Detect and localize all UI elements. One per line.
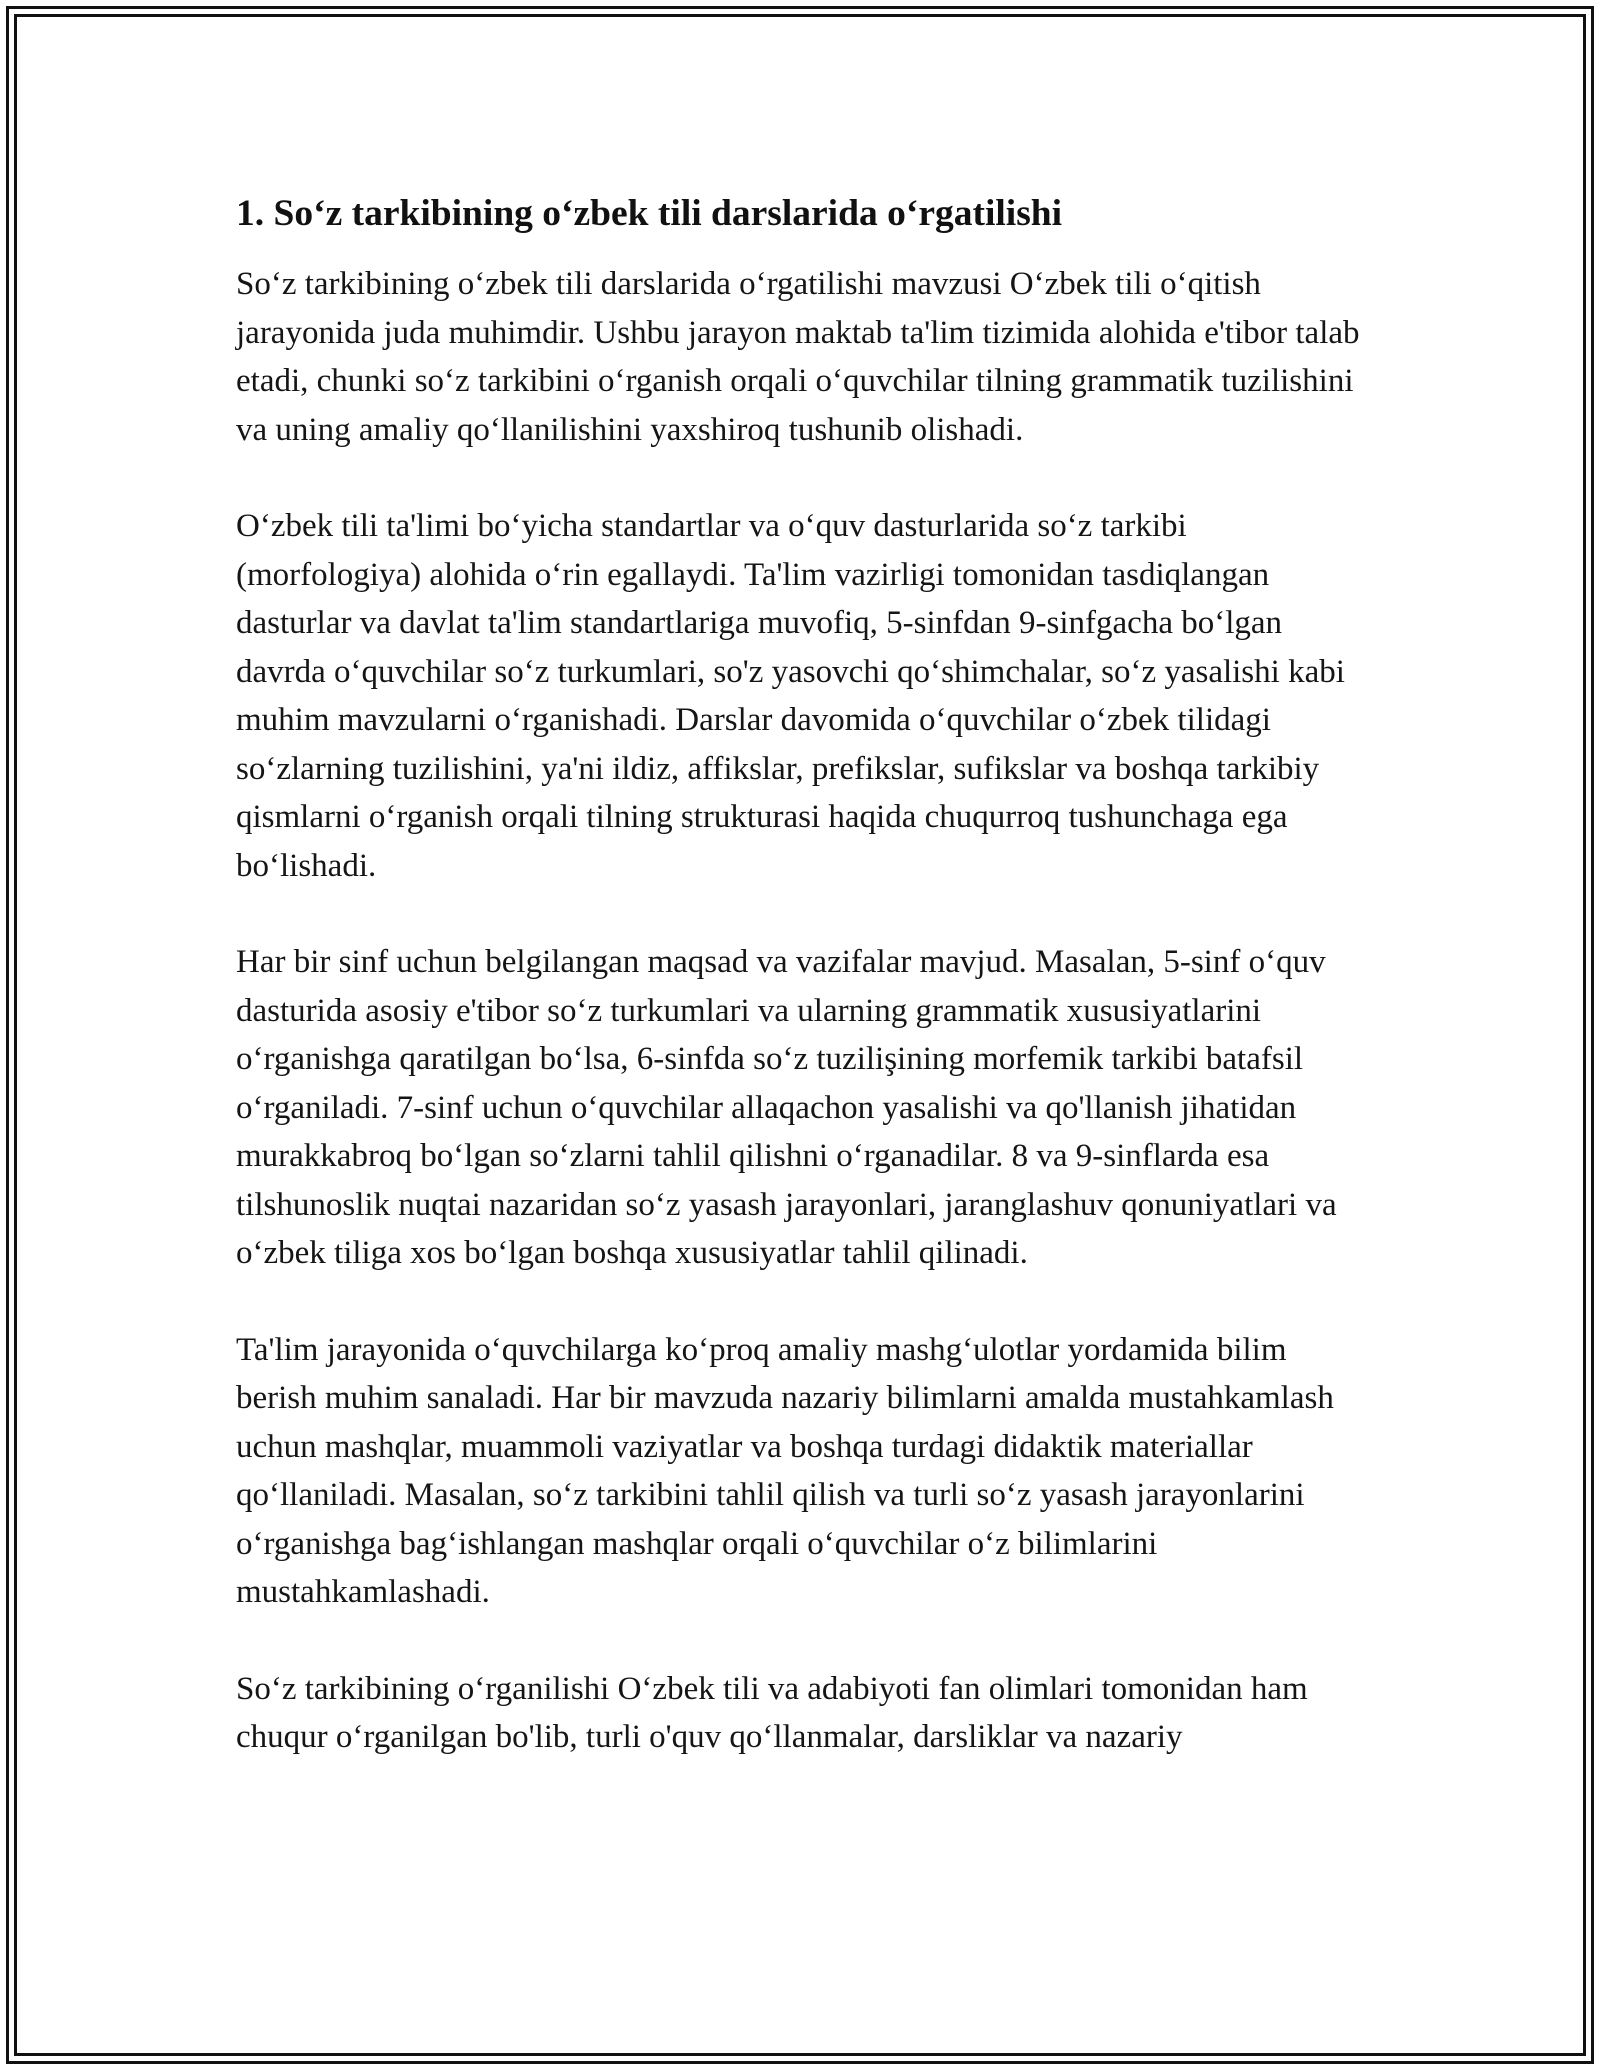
paragraph-4: Ta'lim jarayonida o‘quvchilarga ko‘proq amaliy mashg‘ulotlar yordamida bilim berish muhim sanaladi. Har bir mavzuda nazariy bilimlarni amalda mustahkamlash uchun mashqlar, muammoli vaziyatlar va boshqa turdagi didaktik materiallar qo‘llaniladi. Masalan, so‘z tarkibini tahlil qilish va turli so‘z yasash jarayonlarini o‘rganishga bag‘ishlangan mashqlar orqali o‘quvchilar o‘z bilimlarini mustahkamlashadi.: [236, 1331, 1334, 1610]
paragraph-5: So‘z tarkibining o‘rganilishi O‘zbek tili va adabiyoti fan olimlari tomonidan ham chuqur o‘rganilgan bo'lib, turli o'quv qo‘llanmalar, darsliklar va nazariy: [236, 1670, 1308, 1755]
document-body: [236, 186, 1366, 1810]
paragraph-1: So‘z tarkibining o‘zbek tili darslarida o‘rgatilishi mavzusi O‘zbek tili o‘qitish jarayonida juda muhimdir. Ushbu jarayon maktab ta'lim tizimida alohida e'tibor talab etadi, chunki so‘z tarkibini o‘rganish orqali o‘quvchilar tilning grammatik tuzilishini va uning amaliy qo‘llanilishini yaxshiroq tushunib olishadi.: [236, 266, 1360, 448]
paragraph-2: O‘zbek tili ta'limi bo‘yicha standartlar va o‘quv dasturlarida so‘z tarkibi (morfologiya) alohida o‘rin egallaydi. Ta'lim vazirligi tomonidan tasdiqlangan dasturlar va davlat ta'lim standartlariga muvofiq, 5-sinfdan 9-sinfgacha bo‘lgan davrda o‘quvchilar so‘z turkumlari, so'z yasovchi qo‘shimchalar, so‘z yasalishi kabi muhim mavzularni o‘rganishadi. Darslar davomida o‘quvchilar o‘zbek tilidagi so‘zlarning tuzilishini, ya'ni ildiz, affikslar, prefikslar, sufikslar va boshqa tarkibiy qismlarni o‘rganish orqali tilning strukturasi haqida chuqurroq tushunchaga ega bo‘lishadi.: [236, 508, 1345, 884]
section-heading: 1. So‘z tarkibining o‘zbek tili darslarida o‘rgatilishi: [236, 193, 1063, 234]
paragraph-3: Har bir sinf uchun belgilangan maqsad va vazifalar mavjud. Masalan, 5-sinf o‘quv dasturida asosiy e'tibor so‘z turkumlari va ularning grammatik xususiyatlarini o‘rganishga qaratilgan bo‘lsa, 6-sinfda so‘z tuzilişining morfemik tarkibi batafsil o‘rganiladi. 7-sinf uchun o‘quvchilar allaqachon yasalishi va qo'llanish jihatidan murakkabroq bo‘lgan so‘zlarni tahlil qilishni o‘rganadilar. 8 va 9-sinflarda esa tilshunoslik nuqtai nazaridan so‘z yasash jarayonlari, jaranglashuv qonuniyatlari va o‘zbek tiliga xos bo‘lgan boshqa xususiyatlar tahlil qilinadi.: [236, 944, 1337, 1271]
